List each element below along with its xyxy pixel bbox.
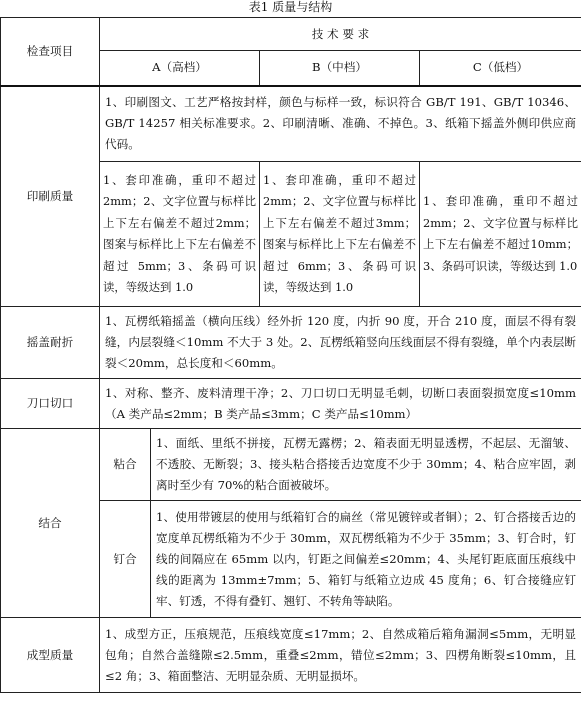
header-grade-b: B（中档） [260, 51, 420, 86]
row-label-cut: 刀口切口 [1, 379, 100, 429]
header-item-cell: 检查项目 [1, 18, 100, 86]
flap-requirements: 1、瓦楞纸箱摇盖（横向压线）经外折 120 度，内折 90 度，开合 210 度，面层不得有裂缝，内层裂缝＜10mm 不大于 3 处。2、瓦楞纸箱竖向压线面层不得有裂缝，单个内表层断裂＜20mm，总长度和＜60mm。 [100, 307, 581, 379]
joint-glue-label: 粘合 [100, 429, 151, 501]
table-caption: 表1 质量与结构 [248, 0, 333, 14]
joint-glue-requirements: 1、面纸、里纸不拼接，瓦楞无露楞；2、箱表面无明显透楞，不起层、无溜皱、不透胶、无断裂；3、接头粘合搭接舌边宽度不少于 30mm；4、粘合应牢固，剥离时至少有 70%的粘合面被破坏。 [151, 429, 581, 501]
printing-common-requirements: 1、印刷图文、工艺严格按封样，颜色与标样一致，标识符合 GB/T 191、GB/T 10346、GB/T 14257 相关标准要求。2、印刷清晰、准确、不掉色。3、纸箱下摇盖外侧印供应商代码。 [100, 86, 581, 162]
joint-staple-label: 钉合 [100, 501, 151, 618]
printing-grade-a-text: 1、套印准确，重印不超过2mm；2、文字位置与标样比上下左右偏差不超过2mm；图案与标样比上下左右偏差不超过 5mm；3、条码可识读，等级达到 1.0 [100, 162, 260, 307]
header-grade-c: C（低档） [420, 51, 581, 86]
row-label-flap: 摇盖耐折 [1, 307, 100, 379]
printing-grade-b-text: 1、套印准确，重印不超过2mm；2、文字位置与标样比上下左右偏差不超过3mm；图案与标样比上下左右偏差不超过 6mm；3、条码可识读，等级达到 1.0 [260, 162, 420, 307]
header-tech-requirements: 技 术 要 求 [100, 18, 581, 51]
forming-requirements: 1、成型方正，压痕规范，压痕线宽度≤17mm；2、自然成箱后箱角漏洞≤5mm，无明显包角；自然合盖缝隙≤2.5mm，重叠≤2mm，错位≤2mm；3、四楞角断裂≤10mm，且≤2 角；3、箱面整洁、无明显杂质、无明显损坏。 [100, 618, 581, 693]
row-label-forming: 成型质量 [1, 618, 100, 693]
quality-structure-table [0, 17, 581, 701]
header-grade-a: A（高档） [100, 51, 260, 86]
printing-grade-c-text: 1、套印准确，重印不超过2mm；2、文字位置与标样比上下左右偏差不超过10mm；3、条码可识读，等级达到 1.0 [420, 162, 581, 307]
joint-staple-requirements: 1、使用带镀层的使用与纸箱钉合的扁丝（常见镀锌或者铜）；2、钉合搭接舌边的宽度单瓦楞纸箱为不少于 30mm，双瓦楞纸箱为不少于 35mm；3、钉合时，钉线的间隔应在 65mm 以内，钉距之间偏差≤20mm；4、头尾钉距底面压痕线中线的距离为 13mm±7mm；5、箱钉与纸箱立边成 45 度角；6、钉合接缝应钉牢、钉透，不得有叠钉、翘钉、不转角等缺陷。 [151, 501, 581, 618]
row-label-printing: 印刷质量 [1, 86, 100, 307]
row-label-joint: 结合 [1, 429, 100, 618]
cut-requirements: 1、对称、整齐、废料清理干净；2、刀口切口无明显毛刺，切断口表面裂损宽度≤10mm（A 类产品≤2mm；B 类产品≤3mm；C 类产品≤10mm） [100, 379, 581, 429]
